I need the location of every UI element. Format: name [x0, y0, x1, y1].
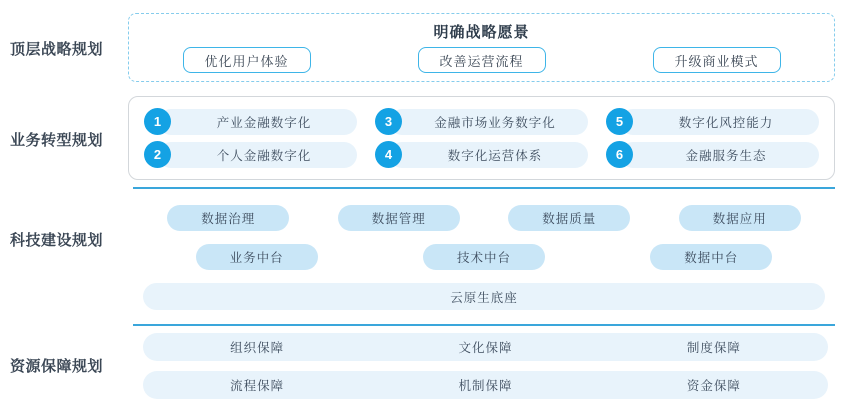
transform-item	[606, 108, 819, 135]
transform-item	[606, 141, 819, 168]
item-pill: 数字化运营体系	[389, 142, 588, 168]
item-number-badge: 3	[375, 108, 402, 135]
organization-guarantee-label: 组织保障	[230, 341, 285, 355]
chip-operation-process: 改善运营流程	[418, 47, 546, 73]
guarantee-row	[143, 371, 828, 399]
guarantee-row	[143, 333, 828, 361]
funding-guarantee-label: 资金保障	[686, 379, 741, 393]
process-guarantee-label: 流程保障	[230, 379, 285, 393]
data-management-pill: 数据管理	[338, 205, 460, 231]
item-number-badge: 1	[144, 108, 171, 135]
section-label-top-strategy: 顶层战略规划	[10, 41, 104, 58]
vision-chip-col	[364, 47, 599, 73]
item-pill: 产业金融数字化	[158, 109, 357, 135]
item-pill: 金融服务生态	[620, 142, 819, 168]
item-number-badge: 4	[375, 141, 402, 168]
data-application-pill: 数据应用	[679, 205, 801, 231]
section-label-resource-guarantee: 资源保障规划	[10, 358, 104, 375]
vision-chip-row	[129, 47, 834, 73]
item-number-badge: 5	[606, 108, 633, 135]
item-number-badge: 6	[606, 141, 633, 168]
section-divider	[133, 187, 835, 189]
item-pill: 个人金融数字化	[158, 142, 357, 168]
data-governance-pill: 数据治理	[167, 205, 289, 231]
item-pill: 金融市场业务数字化	[389, 109, 588, 135]
cloud-native-base-pill: 云原生底座	[143, 283, 825, 310]
chip-user-experience: 优化用户体验	[183, 47, 311, 73]
transform-column	[606, 108, 819, 168]
system-guarantee-label: 制度保障	[686, 341, 741, 355]
data-pill-row	[143, 205, 825, 231]
transform-column	[144, 108, 357, 168]
item-pill: 数字化风控能力	[620, 109, 819, 135]
vision-chip-col	[599, 47, 834, 73]
top-strategy-panel	[128, 13, 835, 82]
vision-chip-col	[129, 47, 364, 73]
tech-middle-platform-pill: 技术中台	[423, 244, 545, 270]
data-quality-pill: 数据质量	[508, 205, 630, 231]
transform-column	[375, 108, 588, 168]
data-middle-platform-pill: 数据中台	[650, 244, 772, 270]
transform-item	[144, 108, 357, 135]
culture-guarantee-label: 文化保障	[458, 341, 513, 355]
chip-business-model: 升级商业模式	[653, 47, 781, 73]
section-label-tech-construction: 科技建设规划	[10, 232, 104, 249]
transform-item	[144, 141, 357, 168]
business-middle-platform-pill: 业务中台	[196, 244, 318, 270]
transform-item	[375, 141, 588, 168]
business-transform-panel	[128, 96, 835, 180]
item-number-badge: 2	[144, 141, 171, 168]
section-label-business-transform: 业务转型规划	[10, 132, 104, 149]
vision-title: 明确战略愿景	[433, 24, 530, 41]
section-divider	[133, 324, 835, 326]
mechanism-guarantee-label: 机制保障	[458, 379, 513, 393]
transform-item	[375, 108, 588, 135]
platform-pill-row	[143, 244, 825, 270]
